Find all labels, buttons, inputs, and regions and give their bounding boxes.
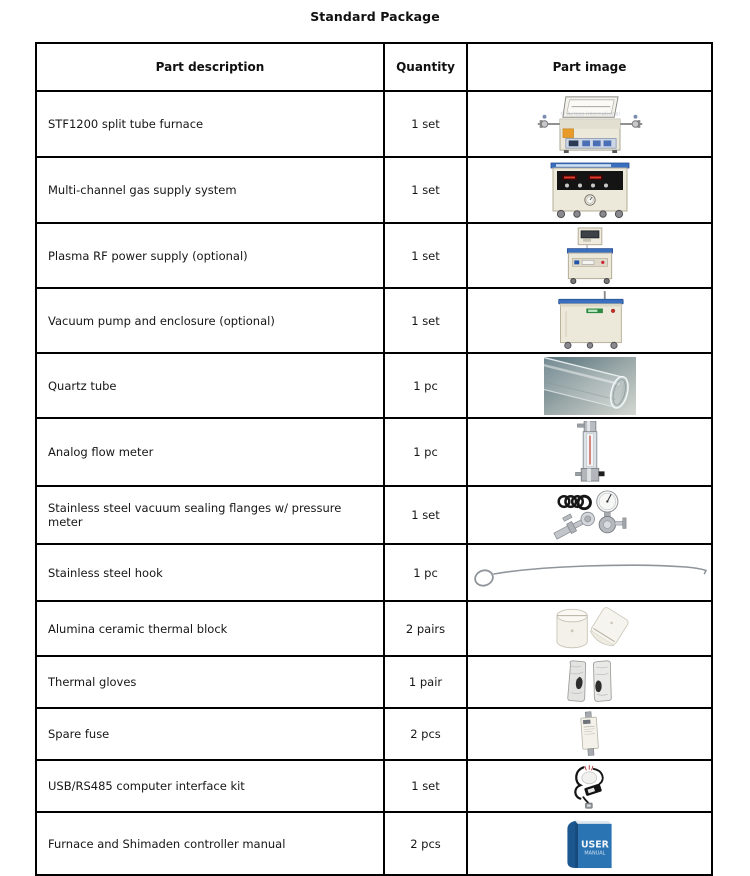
header-part-description: Part description xyxy=(36,43,384,91)
table-row xyxy=(36,486,712,544)
table-row xyxy=(36,601,712,656)
part-description: USB/RS485 computer interface kit xyxy=(36,760,384,812)
part-quantity: 1 set xyxy=(384,288,467,353)
part-description: Plasma RF power supply (optional) xyxy=(36,223,384,288)
sealing-flanges-image xyxy=(550,489,630,541)
page-title: Standard Package xyxy=(310,9,440,24)
part-description: Multi-channel gas supply system xyxy=(36,157,384,223)
part-description: Vacuum pump and enclosure (optional) xyxy=(36,288,384,353)
header-row xyxy=(36,43,712,91)
table-row xyxy=(36,544,712,601)
part-quantity: 1 pc xyxy=(384,353,467,418)
part-image-cell xyxy=(467,157,712,223)
part-description: Analog flow meter xyxy=(36,418,384,486)
table-row xyxy=(36,91,712,157)
split-tube-furnace-image xyxy=(535,94,645,154)
rf-power-supply-image xyxy=(557,226,623,285)
svg-text:© Across International: © Across International xyxy=(559,111,620,118)
table-row xyxy=(36,288,712,353)
part-image-cell xyxy=(467,812,712,875)
part-quantity: 1 set xyxy=(384,223,467,288)
table-row xyxy=(36,656,712,708)
part-image-cell xyxy=(467,708,712,760)
part-quantity: 1 pc xyxy=(384,418,467,486)
part-image-cell xyxy=(467,91,712,157)
part-quantity: 1 set xyxy=(384,760,467,812)
part-quantity: 1 set xyxy=(384,91,467,157)
table-row xyxy=(36,760,712,812)
quartz-tube-image xyxy=(544,357,636,415)
part-quantity: 2 pcs xyxy=(384,812,467,875)
part-image-cell xyxy=(467,418,712,486)
part-quantity: 1 set xyxy=(384,157,467,223)
spare-fuse-image xyxy=(573,711,607,757)
usb-interface-kit-image xyxy=(561,763,619,809)
part-quantity: 1 pair xyxy=(384,656,467,708)
vacuum-pump-enclosure-image xyxy=(544,291,636,350)
table-row xyxy=(36,418,712,486)
analog-flow-meter-image xyxy=(575,421,605,483)
thermal-gloves-image xyxy=(558,659,622,705)
table-row xyxy=(36,223,712,288)
gas-supply-system-image xyxy=(547,161,633,219)
part-quantity: 2 pcs xyxy=(384,708,467,760)
table-row xyxy=(36,157,712,223)
part-description: Furnace and Shimaden controller manual xyxy=(36,812,384,875)
svg-text:MANUAL: MANUAL xyxy=(583,850,605,857)
part-description: Stainless steel hook xyxy=(36,544,384,601)
standard-package-table xyxy=(35,42,713,876)
part-description: Thermal gloves xyxy=(36,656,384,708)
part-quantity: 1 set xyxy=(384,486,467,544)
ceramic-thermal-block-image xyxy=(546,604,634,654)
table-row xyxy=(36,708,712,760)
table-row xyxy=(36,353,712,418)
part-image-cell xyxy=(467,486,712,544)
part-image-cell xyxy=(467,760,712,812)
header-quantity: Quantity xyxy=(384,43,467,91)
part-description: Spare fuse xyxy=(36,708,384,760)
part-image-cell xyxy=(467,223,712,288)
part-description: Quartz tube xyxy=(36,353,384,418)
table-row xyxy=(36,812,712,875)
part-description: Stainless steel vacuum sealing flanges w/ pressure meter xyxy=(36,486,384,544)
part-image-cell xyxy=(467,353,712,418)
part-image-cell xyxy=(467,656,712,708)
user-manual-book-image xyxy=(562,816,618,871)
part-quantity: 2 pairs xyxy=(384,601,467,656)
part-image-cell xyxy=(467,288,712,353)
part-image-cell xyxy=(467,544,712,601)
header-part-image: Part image xyxy=(467,43,712,91)
part-description: STF1200 split tube furnace xyxy=(36,91,384,157)
steel-hook-image xyxy=(470,552,710,594)
svg-text:USER: USER xyxy=(580,839,609,851)
part-quantity: 1 pc xyxy=(384,544,467,601)
part-image-cell xyxy=(467,601,712,656)
part-description: Alumina ceramic thermal block xyxy=(36,601,384,656)
